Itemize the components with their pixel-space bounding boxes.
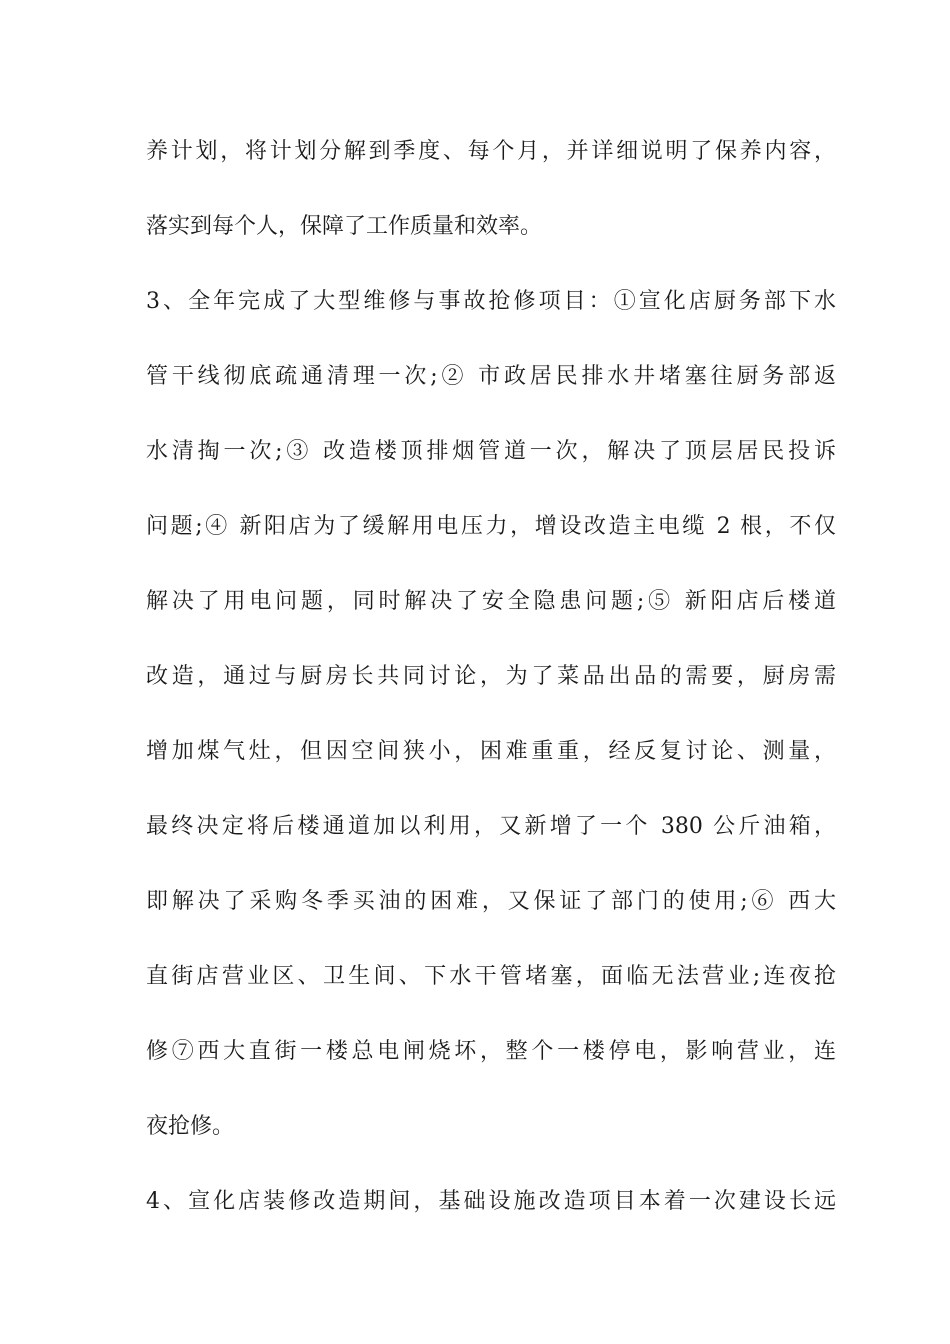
paragraph-line: 夜抢修。 xyxy=(146,1114,235,1139)
paragraph-line: 增加煤气灶，但因空间狭小，困难重重，经反复讨论、测量， xyxy=(146,739,836,764)
paragraph-line: 改造，通过与厨房长共同讨论，为了菜品出品的需要，厨房需 xyxy=(146,664,836,689)
paragraph-line: 修⑦西大直街一楼总电闸烧坏，整个一楼停电，影响营业，连 xyxy=(146,1039,836,1064)
paragraph-line: 直街店营业区、卫生间、下水干管堵塞，面临无法营业;连夜抢 xyxy=(146,964,836,989)
paragraph-line: 落实到每个人，保障了工作质量和效率。 xyxy=(146,214,543,239)
paragraph-line: 水清掏一次;③ 改造楼顶排烟管道一次，解决了顶层居民投诉 xyxy=(146,439,836,464)
paragraph-line: 养计划，将计划分解到季度、每个月，并详细说明了保养内容， xyxy=(146,139,836,164)
paragraph-line: 管干线彻底疏通清理一次;② 市政居民排水井堵塞往厨务部返 xyxy=(146,364,836,389)
paragraph-line: 问题;④ 新阳店为了缓解用电压力，增设改造主电缆 2 根，不仅 xyxy=(146,514,836,539)
paragraph-line: 最终决定将后楼通道加以利用，又新增了一个 380 公斤油箱， xyxy=(146,814,836,839)
paragraph-line: 解决了用电问题，同时解决了安全隐患问题;⑤ 新阳店后楼道 xyxy=(146,589,836,614)
paragraph-line: 3、全年完成了大型维修与事故抢修项目：①宣化店厨务部下水 xyxy=(146,289,836,314)
paragraph-line: 4、宣化店装修改造期间，基础设施改造项目本着一次建设长远 xyxy=(146,1189,836,1214)
paragraph-line: 即解决了采购冬季买油的困难，又保证了部门的使用;⑥ 西大 xyxy=(146,889,836,914)
